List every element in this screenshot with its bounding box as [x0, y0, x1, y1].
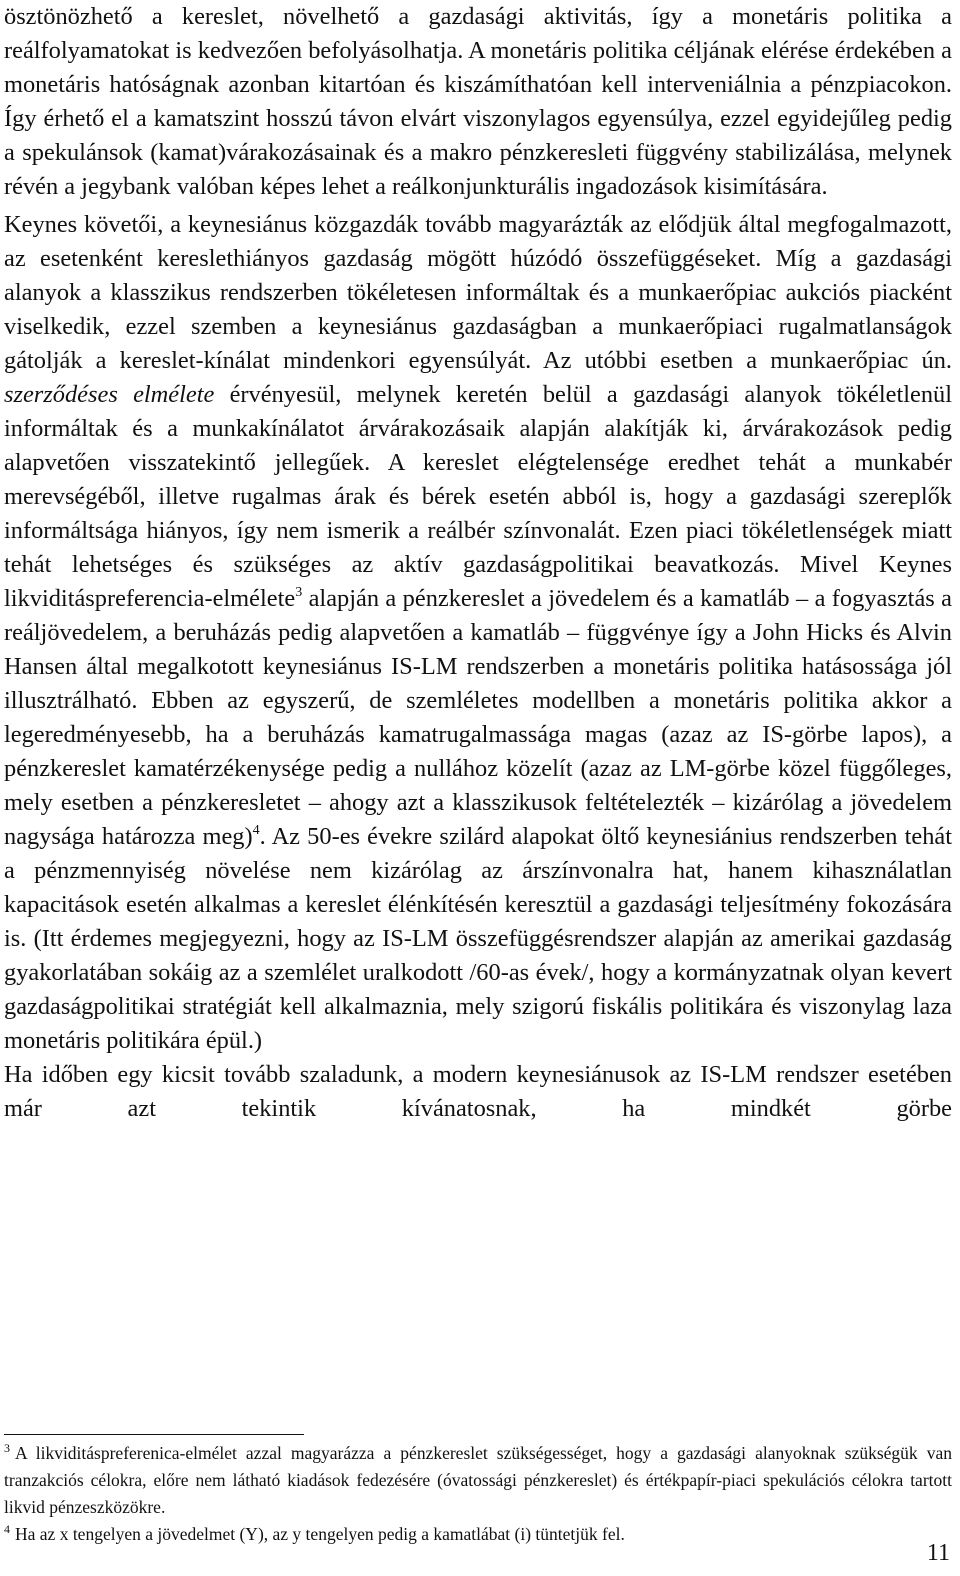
- footnote-divider: [4, 1434, 304, 1435]
- footnote-4: [4, 1521, 952, 1548]
- paragraph-3: Ha időben egy kicsit tovább szaladunk, a modern keynesiánusok az IS-LM rendszer esetében már azt tekintik kívánatosnak, ha mindkét görbe: [4, 1061, 952, 1122]
- paragraph-2-text-b: érvényesül, melynek keretén belül a gazdasági alanyok tökéletlenül informáltak és a munkakínálatot árvárakozásaik alapján alakítják ki, árvárakozások pedig alapvetően visszatekintő jellegűek. A kereslet elégtelensége eredhet tehát a munkabér merevségéből, illetve rugalmas árak és bérek esetén abból is, hogy a gazdasági szereplők informáltsága hiányos, így nem ismerik a reálbér színvonalát. Ezen piaci tökéletlenségek miatt tehát lehetséges és szükséges az aktív gazdaságpolitikai beavatkozás. Mivel Keynes likviditáspreferencia-elmélete: [4, 381, 952, 612]
- footnote-number: 4: [4, 1522, 10, 1536]
- paragraph-2-text-c: alapján a pénzkereslet a jövedelem és a kamatláb – a fogyasztás a reáljövedelem, a beruházás pedig alapvetően a kamatláb – függvénye így a John Hicks és Alvin Hansen által megalkotott keynesiánus IS-LM rendszerben a monetáris politika hatásossága jól illusztrálható. Ebben az egyszerű, de szemléletes modellben a monetáris politika akkor a legeredményesebb, ha a beruházás kamatrugalmassága magas (azaz az IS-görbe lapos), a pénzkereslet kamatérzékenysége pedig a nullához közelít (azaz az LM-görbe közel függőleges, mely esetben a pénzkeresletet – ahogy azt a klasszikusok feltételezték – kizárólag a jövedelem nagysága határozza meg): [4, 585, 952, 850]
- paragraph-2-text-d: . Az 50-es évekre szilárd alapokat öltő keynesiánius rendszerben tehát a pénzmennyiség növelése nem kizárólag az árszínvonalra hat, hanem kihasználatlan kapacitások esetén alkalmas a kereslet élénkítésén keresztül a gazdasági teljesítmény fokozására is. (Itt érdemes megjegyezni, hogy az IS-LM összefüggésrendszer alapján az amerikai gazdaság gyakorlatában sokáig az a szemlélet uralkodott /60-as évek/, hogy a kormányzatnak olyan kevert gazdaságpolitikai stratégiát kell alkalmaznia, mely szigorú fiskális politikára és viszonylag laza monetáris politikára épül.): [4, 823, 952, 1054]
- paragraph-2: [4, 208, 952, 1058]
- paragraph-1: ösztönözhető a kereslet, növelhető a gazdasági aktivitás, így a monetáris politika a reálfolyamatokat is kedvezően befolyásolhatja. A monetáris politika céljának elérése érdekében a monetáris hatóságnak azonban kitartóan és kiszámíthatóan kell interveniálnia a pénzpiacokon. Így érhető el a kamatszint hosszú távon elvárt viszonylagos egyensúlya, ezzel egyidejűleg pedig a spekulánsok (kamat)várakozásainak és a makro pénzkeresleti függvény stabilizálása, melynek révén a jegybank valóban képes lehet a reálkonjunkturális ingadozások kisimítására.: [4, 3, 952, 200]
- footnote-number: 3: [4, 1441, 10, 1455]
- italic-term: szerződéses elmélete: [4, 381, 215, 408]
- body-text: [4, 0, 952, 1126]
- footnote-ref-4[interactable]: 4: [252, 823, 260, 838]
- page-number: 11: [926, 1540, 950, 1566]
- footnote-text: A likviditáspreferenica-elmélet azzal magyarázza a pénzkereslet szükségességet, hogy a gazdasági alanyoknak szükségük van tranzakciós célokra, előre nem látható kiadások fedezésére (óvatossági pénzkereslet) és értékpapír-piaci spekulációs célokra tartott likvid pénzeszközökre.: [4, 1443, 952, 1517]
- paragraph-2-text-a: Keynes követői, a keynesiánus közgazdák tovább magyarázták az elődjük által megfogalmazott, az esetenként kereslethiányos gazdaság mögött húzódó összefüggéseket. Míg a gazdasági alanyok a klasszikus rendszerben tökéletesen informáltak és a munkaerőpiac aukciós piacként viselkedik, ezzel szemben a keynesiánus gazdaságban a munkaerőpiaci rugalmatlanságok gátolják a kereslet-kínálat mindenkori egyensúlyát. Az utóbbi esetben a munkaerőpiac ún.: [4, 211, 952, 374]
- footnotes: [4, 1440, 952, 1548]
- footnote-3: [4, 1440, 952, 1521]
- footnote-text: Ha az x tengelyen a jövedelmet (Y), az y tengelyen pedig a kamatlábat (i) tüntetjük fel.: [15, 1524, 625, 1544]
- footnote-ref-3[interactable]: 3: [295, 585, 303, 600]
